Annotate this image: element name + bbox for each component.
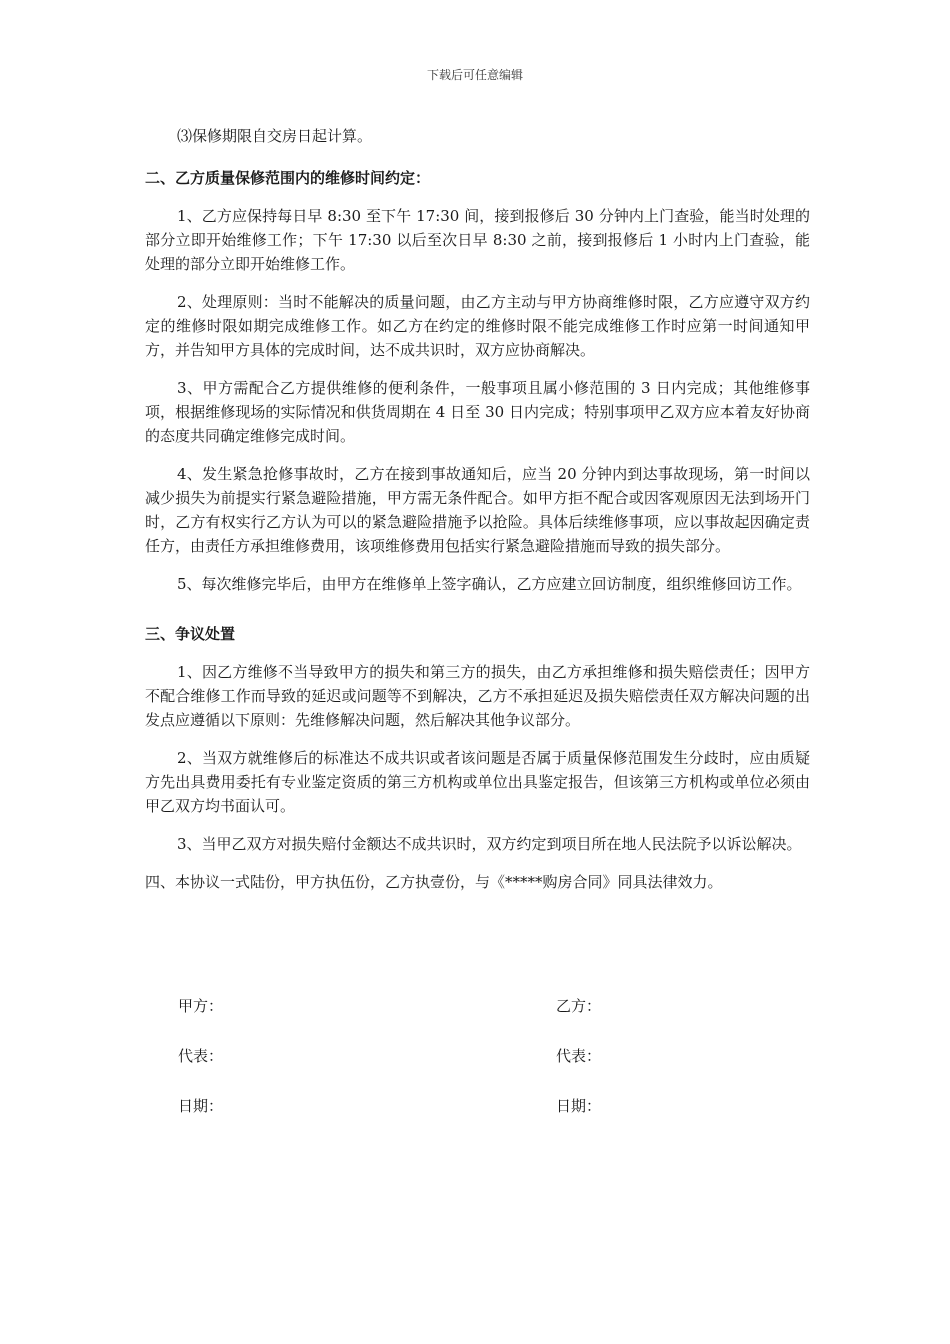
- party-a-representative-label: 代表：: [178, 1047, 224, 1065]
- party-b-label: 乙方：: [556, 997, 602, 1015]
- signature-block: [178, 995, 738, 1145]
- section-3-paragraph: 3、当甲乙双方对损失赔付金额达不成共识时，双方约定到项目所在地人民法院予以诉讼解决。: [177, 835, 802, 853]
- section-2-paragraph: 2、处理原则：当时不能解决的质量问题，由乙方主动与甲方协商维修时限，乙方应遵守双方约定的维修时限如期完成维修工作。如乙方在约定的维修时限不能完成维修工作时应第一时间通知甲方，并告知甲方具体的完成时间，达不成共识时，双方应协商解决。: [145, 293, 810, 359]
- party-a-date-label: 日期：: [178, 1097, 224, 1115]
- document-body: [145, 124, 810, 914]
- section-2-heading: 二、乙方质量保修范围内的维修时间约定：: [145, 169, 431, 187]
- party-a-label: 甲方：: [178, 997, 224, 1015]
- warranty-period-clause: ⑶保修期限自交房日起计算。: [177, 127, 373, 145]
- party-b-representative-label: 代表：: [556, 1047, 602, 1065]
- page-header: 下载后可任意编辑: [426, 68, 523, 82]
- section-3-paragraph: 1、因乙方维修不当导致甲方的损失和第三方的损失，由乙方承担维修和损失赔偿责任；因甲方不配合维修工作而导致的延迟或问题等不到解决，乙方不承担延迟及损失赔偿责任双方解决问题的出发点应遵循以下原则：先维修解决问题，然后解决其他争议部分。: [145, 663, 810, 729]
- section-2-paragraph: 1、乙方应保持每日早 8:30 至下午 17:30 间，接到报修后 30 分钟内上门查验，能当时处理的部分立即开始维修工作；下午 17:30 以后至次日早 8:30 之前，接到报修后 1 小时内上门查验，能处理的部分立即开始维修工作。: [145, 207, 810, 273]
- section-2-paragraph: 4、发生紧急抢修事故时，乙方在接到事故通知后，应当 20 分钟内到达事故现场，第一时间以减少损失为前提实行紧急避险措施，甲方需无条件配合。如甲方拒不配合或因客观原因无法到场开门时，乙方有权实行乙方认为可以的紧急避险措施予以抢险。具体后续维修事项，应以事故起因确定责任方，由责任方承担维修费用，该项维修费用包括实行紧急避险措施而导致的损失部分。: [145, 465, 810, 555]
- signature-row-date: [178, 1095, 738, 1145]
- section-3-paragraph: 2、当双方就维修后的标准达不成共识或者该问题是否属于质量保修范围发生分歧时，应由质疑方先出具费用委托有专业鉴定资质的第三方机构或单位出具鉴定报告，但该第三方机构或单位必须由甲乙双方均书面认可。: [145, 749, 810, 815]
- section-2-paragraph: 5、每次维修完毕后，由甲方在维修单上签字确认，乙方应建立回访制度，组织维修回访工作。: [177, 575, 802, 593]
- section-2-paragraph: 3、甲方需配合乙方提供维修的便利条件，一般事项且属小修范围的 3 日内完成；其他维修事项，根据维修现场的实际情况和供货周期在 4 日至 30 日内完成；特别事项甲乙双方应本着友好协商的态度共同确定维修完成时间。: [145, 379, 810, 445]
- section-3-heading: 三、争议处置: [145, 625, 236, 643]
- section-4-clause: 四、本协议一式陆份，甲方执伍份，乙方执壹份，与《*****购房合同》同具法律效力。: [145, 873, 723, 891]
- party-b-date-label: 日期：: [556, 1097, 602, 1115]
- signature-row-party: [178, 995, 738, 1045]
- signature-row-representative: [178, 1045, 738, 1095]
